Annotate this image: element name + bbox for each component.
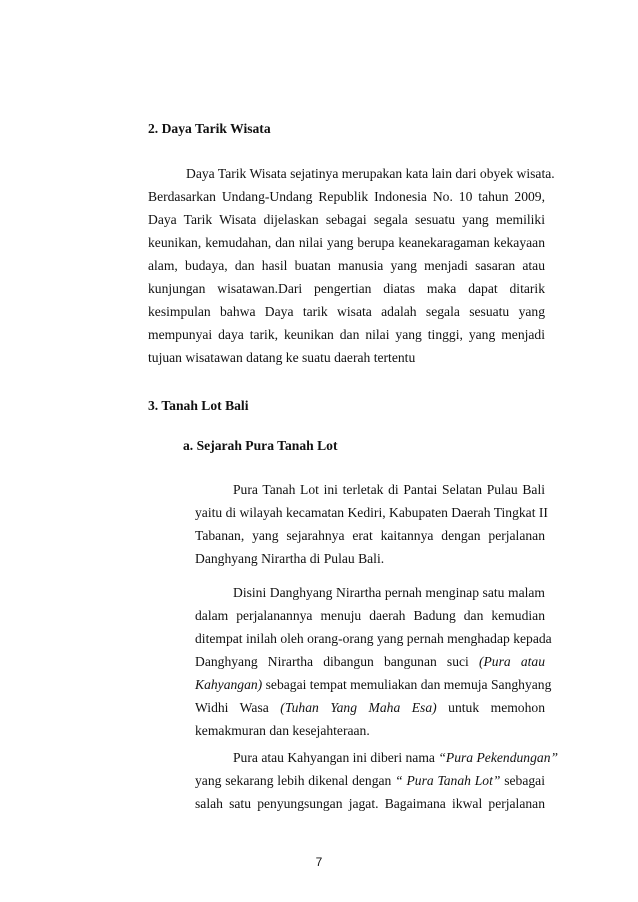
paragraph-line xyxy=(195,769,545,792)
subsection-a-paragraph-1 xyxy=(195,478,548,570)
paragraph-line: Disini Danghyang Nirartha pernah menginap satu malam xyxy=(233,585,545,600)
page-number: 7 xyxy=(315,855,323,869)
paragraph-line: Daya Tarik Wisata dijelaskan sebagai segala sesuatu yang memiliki xyxy=(148,212,545,227)
paragraph-line: tujuan wisatawan datang ke suatu daerah tertentu xyxy=(148,350,416,365)
italic-text: “Pura Pekendungan” xyxy=(438,750,559,765)
paragraph-line xyxy=(195,696,545,719)
paragraph-line: Berdasarkan Undang-Undang Republik Indonesia No. 10 tahun 2009, xyxy=(148,189,545,204)
italic-text: Kahyangan) xyxy=(195,677,263,692)
subsection-a-paragraph-3 xyxy=(195,746,559,815)
paragraph-line: kunjungan wisatawan.Dari pengertian diatas maka dapat ditarik xyxy=(148,281,545,296)
subsection-a-heading: a. Sejarah Pura Tanah Lot xyxy=(183,438,338,453)
italic-text: (Pura atau xyxy=(478,654,545,669)
section-3-heading: 3. Tanah Lot Bali xyxy=(148,398,249,413)
line-text: Widhi Wasa xyxy=(195,700,281,715)
paragraph-line: kesimpulan bahwa Daya tarik wisata adalah segala sesuatu yang xyxy=(148,304,545,319)
line-text: untuk memohon xyxy=(436,700,545,715)
line-text: yang sekarang lebih dikenal dengan xyxy=(195,773,396,788)
paragraph-line xyxy=(195,650,545,673)
line-text: Danghyang Nirartha dibangun bangunan suci xyxy=(195,654,479,669)
paragraph-line: alam, budaya, dan hasil buatan manusia yang menjadi sasaran atau xyxy=(148,258,545,273)
paragraph-line: ditempat inilah oleh orang-orang yang pernah menghadap kepada xyxy=(195,631,552,646)
paragraph-line: Tabanan, yang sejarahnya erat kaitannya dengan perjalanan xyxy=(195,528,545,543)
paragraph-line: mempunyai daya tarik, keunikan dan nilai yang tinggi, yang menjadi xyxy=(148,327,545,342)
paragraph-line: kemakmuran dan kesejahteraan. xyxy=(195,723,370,738)
paragraph-line: Danghyang Nirartha di Pulau Bali. xyxy=(195,551,385,566)
line-text: Pura atau Kahyangan ini diberi nama xyxy=(233,750,439,765)
paragraph-line: Daya Tarik Wisata sejatinya merupakan kata lain dari obyek wisata. xyxy=(186,166,555,181)
paragraph-line xyxy=(195,673,552,696)
paragraph-line: Pura Tanah Lot ini terletak di Pantai Selatan Pulau Bali xyxy=(233,482,545,497)
italic-text: “ Pura Tanah Lot” xyxy=(395,773,501,788)
paragraph-line xyxy=(195,746,559,769)
paragraph-line: yaitu di wilayah kecamatan Kediri, Kabupaten Daerah Tingkat II xyxy=(195,505,548,520)
paragraph-line: keunikan, kemudahan, dan nilai yang berupa keanekaragaman kekayaan xyxy=(148,235,545,250)
italic-text: (Tuhan Yang Maha Esa) xyxy=(280,700,437,715)
subsection-a-paragraph-2 xyxy=(195,581,552,742)
section-2-paragraph xyxy=(148,162,555,369)
line-text: sebagai tempat memuliakan dan memuja Sanghyang xyxy=(262,677,552,692)
line-text: sebagai xyxy=(500,773,545,788)
paragraph-line: dalam perjalanannya menuju daerah Badung dan kemudian xyxy=(195,608,545,623)
section-2-heading: 2. Daya Tarik Wisata xyxy=(148,121,271,136)
paragraph-line: salah satu penyungsungan jagat. Bagaimana ikwal perjalanan xyxy=(195,796,545,811)
